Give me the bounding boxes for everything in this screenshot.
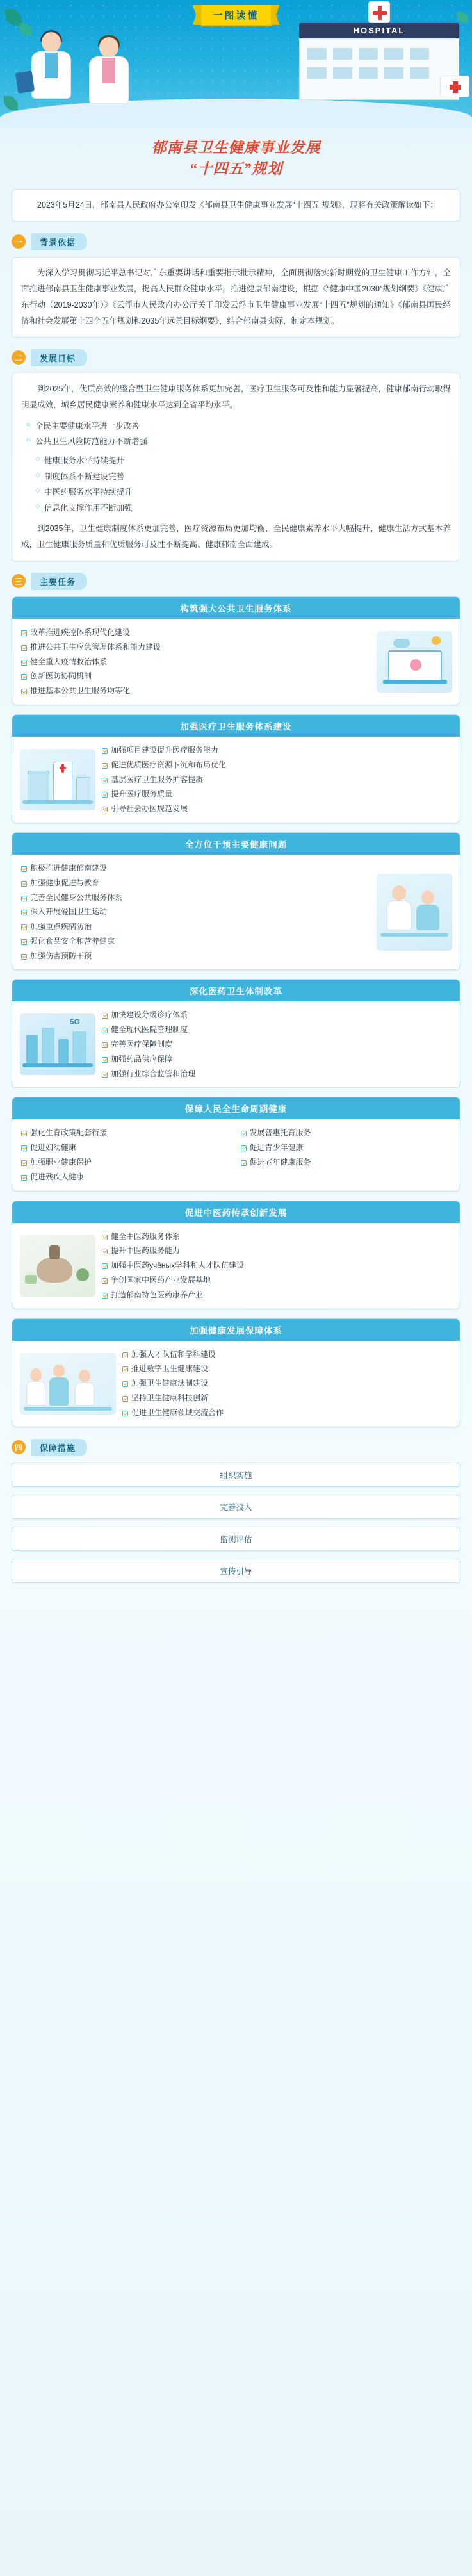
task-item: 创新医防协同机制: [20, 669, 371, 684]
task-item: 促进妇幼健康: [20, 1140, 233, 1155]
measure-item: 宣传引导: [12, 1559, 460, 1583]
section-number: 一: [12, 234, 26, 249]
medical-team-illustration: [20, 1353, 116, 1415]
task-item: 打造郁南特色医药康养产业: [101, 1288, 452, 1302]
background-card: [12, 257, 460, 338]
task-item: 推进数字卫生健康建设: [121, 1361, 452, 1376]
section-label: 背景依据: [31, 233, 87, 250]
task-item: 提升中医药服务能力: [101, 1243, 452, 1258]
measure-item: 监测评估: [12, 1527, 460, 1551]
hospital-buildings-illustration: [20, 749, 95, 810]
task-item: 推进公共卫生应急管理体系和能力建设: [20, 640, 371, 655]
task-item: 健全现代医院管理制度: [101, 1022, 452, 1037]
goal-item: ○ 公共卫生风险防范能力不断增强: [26, 434, 451, 449]
chinese-medicine-illustration: [20, 1235, 95, 1297]
goals-paragraph-2035: 到2035年，卫生健康制度体系更加完善，医疗资源布局更加均衡，全民健康素养水平大幅提升，健康生活方式基本养成，卫生健康服务质量和优质服务可及性不断提高、健康郁南全面建成。: [21, 523, 451, 549]
task-item: 加强中医药учёных学科和人才队伍建设: [101, 1258, 452, 1273]
task-item: 推进基本公共卫生服务均等化: [20, 684, 371, 698]
task-item: 健全重大疫情救治体系: [20, 655, 371, 669]
task-block: [12, 1097, 460, 1191]
hospital-body: [299, 38, 459, 100]
goal-subitem: ◇ 中医药服务水平持续提升: [35, 484, 451, 500]
goal-subitem: ◇ 制度体系不断建设完善: [35, 469, 451, 484]
smart-city-5g-illustration: 5G: [20, 1013, 95, 1075]
section-label: 保障措施: [31, 1439, 87, 1456]
section-header-goals: [12, 349, 460, 366]
task-item: 强化生育政策配套衔接: [20, 1126, 233, 1140]
footer-spacer: [12, 1591, 460, 1604]
task-title: 构筑强大公共卫生服务体系: [12, 597, 460, 619]
section-header-measures: [12, 1439, 460, 1456]
goals-paragraph-2025: 到2025年，优质高效的整合型卫生健康服务体系更加完善，医疗卫生服务可及性和能力显著提高，健康郁南行动取得明显成效，城乡居民健康素养和健康水平达到全省平均水平。: [21, 384, 451, 409]
task-item: 促进优质医疗资源下沉和布局优化: [101, 758, 452, 773]
doctor-female-illustration: [83, 37, 134, 109]
task-item: 深入开展爱国卫生运动: [20, 905, 371, 919]
goals-sublist: [21, 453, 451, 516]
doctor-patient-illustration: [377, 874, 452, 951]
task-block: [12, 979, 460, 1088]
task-item: 加强卫生健康法制建设: [121, 1376, 452, 1391]
task-block: [12, 596, 460, 705]
task-title: 保障人民全生命周期健康: [12, 1097, 460, 1119]
task-item-list: [101, 743, 452, 816]
task-item: 提升医疗服务质量: [101, 787, 452, 801]
task-item: 争创国家中医药产业发展基地: [101, 1273, 452, 1288]
task-item: 加强人才队伍和学科建设: [121, 1347, 452, 1362]
task-item: 坚持卫生健康科技创新: [121, 1391, 452, 1406]
task-item: 加强重点疾病防治: [20, 919, 371, 934]
ribbon-badge: 一图读懂: [200, 5, 272, 25]
task-item: 发展普惠托育服务: [240, 1126, 453, 1140]
task-title: 加强医疗卫生服务体系建设: [12, 715, 460, 737]
task-item: 加强职业健康保护: [20, 1155, 233, 1170]
task-item: 基层医疗卫生服务扩容提质: [101, 773, 452, 787]
intro-card: [12, 189, 460, 222]
goal-subitem: ◇ 健康服务水平持续提升: [35, 453, 451, 468]
hospital-illustration: [299, 23, 459, 100]
laptop-health-illustration: [377, 631, 452, 693]
goal-item: ○ 全民主要健康水平进一步改善: [26, 418, 451, 434]
goals-list: [21, 418, 451, 450]
section-number: 四: [12, 1440, 26, 1454]
task-title: 加强健康发展保障体系: [12, 1319, 460, 1341]
goal-subitem: ◇ 信息化支撑作用不断加强: [35, 500, 451, 516]
hospital-sign-label: HOSPITAL: [353, 26, 405, 35]
task-item: 促进老年健康服务: [240, 1155, 453, 1170]
section-number: 二: [12, 350, 26, 365]
task-block: [12, 1318, 460, 1427]
task-item: 加快建设分级诊疗体系: [101, 1008, 452, 1022]
task-item: 完善医疗保障制度: [101, 1037, 452, 1052]
background-paragraph: 为深入学习贯彻习近平总书记对广东重要讲话和重要指示批示精神，全面贯彻落实新时期党的卫生健康工作方针，全面推进郁南县卫生健康事业发展，提高人民群众健康水平，推进健康郁南建设，根据《“健康中国2030”规划纲要》《健康广东行动（2019-2030年）》《云浮市人民政府办公厅关于印发云浮市卫生健康事业发展“十四五”规划的通知》《郁南县国民经济和社会发展第十四个五年规划和2035年远景目标纲要》，结合郁南县实际，制定本规划。: [21, 268, 451, 325]
doctor-male-illustration: [26, 32, 77, 109]
section-header-tasks: [12, 573, 460, 590]
task-item: 加强行业综合监管和治理: [101, 1067, 452, 1081]
task-item-list: [20, 861, 371, 964]
section-number: 三: [12, 574, 26, 588]
task-item: 促进残疾人健康: [20, 1170, 233, 1185]
task-title: 深化医药卫生体制改革: [12, 980, 460, 1001]
intro-text: 2023年5月24日，郁南县人民政府办公室印发《郁南县卫生健康事业发展“十四五”规划》，现将有关政策解读如下：: [37, 200, 438, 209]
goals-card: [12, 373, 460, 561]
task-block: [12, 714, 460, 823]
task-item: 加强项目建设提升医疗服务能力: [101, 743, 452, 758]
task-block: [12, 1201, 460, 1309]
medical-kit-icon: [440, 76, 469, 97]
measures-list: [12, 1463, 460, 1583]
task-item: 加强药品供应保障: [101, 1052, 452, 1067]
red-cross-icon: [368, 1, 390, 23]
task-title: 促进中医药传承创新发展: [12, 1201, 460, 1223]
task-item-list: [101, 1229, 452, 1302]
task-item: 促进卫生健康领域交流合作: [121, 1406, 452, 1420]
task-item: 引导社会办医规范发展: [101, 801, 452, 816]
section-header-background: [12, 233, 460, 250]
section-label: 主要任务: [31, 573, 87, 590]
task-item-list: [101, 1008, 452, 1081]
page-title-line2: “十四五”规划: [190, 161, 282, 177]
task-item: 强化食品安全和营养健康: [20, 934, 371, 949]
task-item: 加强健康促进与教育: [20, 876, 371, 890]
measure-item: 完善投入: [12, 1495, 460, 1519]
hero-banner: [0, 0, 472, 128]
task-item: 促进青少年健康: [240, 1140, 453, 1155]
task-item: 加强伤害预防干预: [20, 949, 371, 964]
task-block: [12, 832, 460, 971]
task-item: 健全中医药服务体系: [101, 1229, 452, 1244]
task-item: 完善全民健身公共服务体系: [20, 890, 371, 905]
task-item-list: [20, 1126, 452, 1184]
page-title-line1: 郁南县卫生健康事业发展: [151, 140, 321, 156]
section-label: 发展目标: [31, 349, 87, 366]
task-item-list: [20, 625, 371, 698]
task-item-list: [121, 1347, 452, 1420]
measure-item: 组织实施: [12, 1463, 460, 1487]
page-title: [0, 128, 472, 183]
task-item: 积极推进健康郁南建设: [20, 861, 371, 876]
task-title: 全方位干预主要健康问题: [12, 833, 460, 855]
task-item: 改革推进疾控体系现代化建设: [20, 625, 371, 640]
